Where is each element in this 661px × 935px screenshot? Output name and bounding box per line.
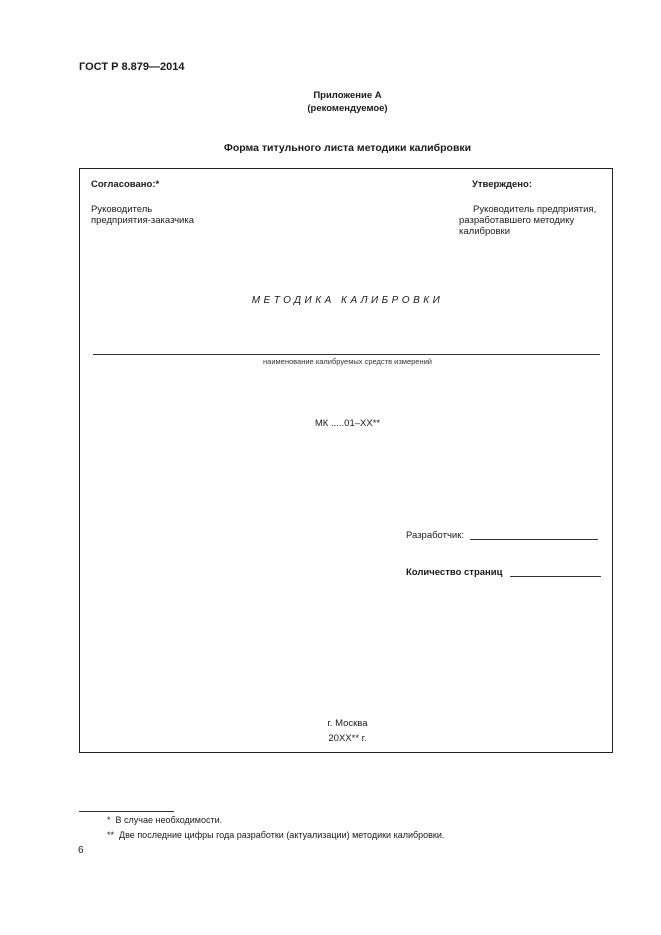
title-page-frame [79, 168, 613, 753]
footnote-1-mark: * [107, 815, 111, 825]
footnote-2-text: Две последние цифры года разработки (актуализации) методики калибровки. [119, 830, 445, 840]
appendix-title: Приложение А [313, 90, 382, 101]
customer-head-line1: Руководитель [91, 204, 153, 215]
page-count-blank-line [510, 576, 601, 577]
method-title: МЕТОДИКА КАЛИБРОВКИ [251, 295, 444, 306]
footnote-divider [79, 811, 174, 812]
method-code: МК .....01–XX** [314, 418, 381, 429]
document-code: ГОСТ Р 8.879—2014 [79, 61, 185, 73]
footnote-2 [107, 830, 444, 840]
footnote-1-text: В случае необходимости. [115, 815, 223, 825]
footnote-2-mark: ** [107, 830, 115, 840]
page-number: 6 [78, 845, 84, 856]
confirmed-label: Утверждено: [472, 179, 532, 190]
developer-blank-line [470, 539, 598, 540]
enterprise-head-line2: разработавшего методику [459, 215, 575, 226]
instrument-name-caption: наименование калибруемых средств измерений [263, 357, 432, 366]
footnote-1 [107, 815, 222, 825]
enterprise-head-line3: калибровки [459, 226, 511, 237]
city: г. Москва [327, 718, 368, 729]
customer-head-line2: предприятия-заказчика [91, 215, 195, 226]
developer-label: Разработчик: [406, 530, 465, 541]
form-title: Форма титульного листа методики калибровки [223, 142, 472, 154]
year: 20XX** г. [328, 733, 367, 744]
instrument-name-line [93, 354, 600, 355]
appendix-subtitle: (рекомендуемое) [307, 103, 388, 114]
enterprise-head-line1: Руководитель предприятия, [473, 204, 597, 215]
approved-label: Согласовано:* [91, 179, 160, 190]
page-count-label: Количество страниц [406, 567, 503, 578]
